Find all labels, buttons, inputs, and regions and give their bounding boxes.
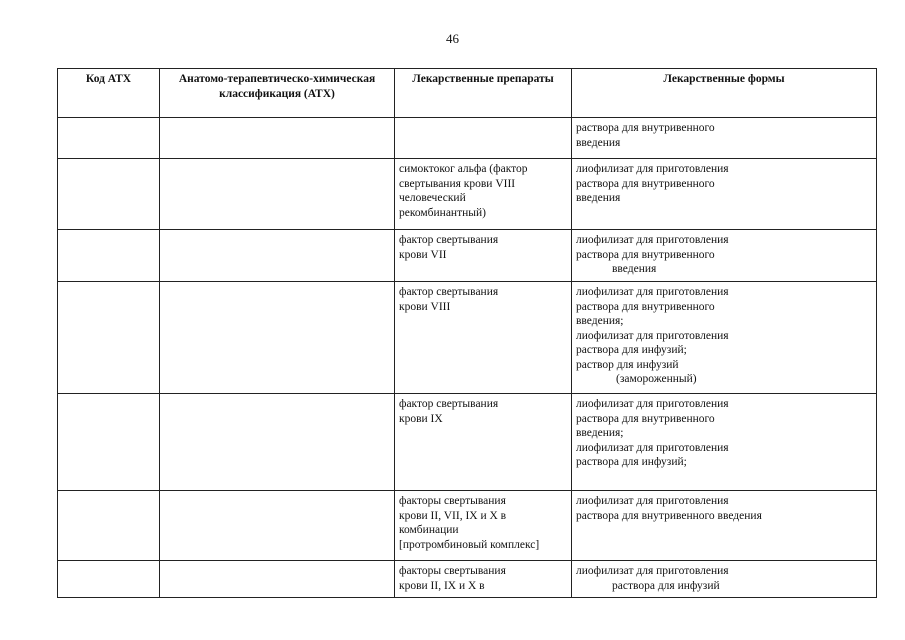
cell-forms — [572, 491, 877, 561]
forms-line: раствора для внутривенного — [576, 300, 715, 313]
cell-drug — [395, 491, 572, 561]
forms-line: лиофилизат для приготовления — [576, 398, 729, 410]
forms-line: раствора для внутривенного — [576, 177, 715, 190]
forms-line: раствора для внутривенного — [576, 412, 715, 425]
forms-line: лиофилизат для приготовления — [576, 163, 729, 175]
cell-classification — [160, 561, 395, 598]
cell-drug — [395, 282, 572, 394]
table-row — [58, 561, 877, 598]
forms-line: раствора для инфузий — [612, 579, 720, 592]
cell-forms — [572, 159, 877, 230]
forms-line: раствора для инфузий; — [576, 456, 687, 468]
drug-line: фактор свертывания — [399, 286, 499, 298]
forms-line: раствора для инфузий; — [576, 344, 687, 356]
forms-line: введения; — [576, 315, 624, 327]
cell-classification — [160, 118, 395, 159]
forms-line: (замороженный) — [616, 373, 697, 385]
table-row — [58, 282, 877, 394]
cell-classification — [160, 159, 395, 230]
drug-line: факторы свертывания — [399, 565, 506, 577]
forms-line: введения — [612, 263, 657, 275]
forms-line: раствора для внутривенного — [576, 122, 715, 134]
cell-drug — [395, 230, 572, 282]
forms-line: введения — [576, 192, 621, 204]
cell-drug — [395, 561, 572, 598]
drug-line: свертывания крови VIII — [399, 177, 516, 190]
cell-drug — [395, 159, 572, 230]
page-number: 46 — [446, 31, 459, 46]
cell-forms — [572, 118, 877, 159]
cell-forms — [572, 561, 877, 598]
forms-line: раствора для внутривенного введения — [576, 509, 762, 522]
header-code: Код АТХ — [58, 69, 160, 118]
atx-table — [57, 68, 877, 598]
drug-line: факторы свертывания — [399, 495, 506, 507]
drug-line: крови VII — [399, 248, 447, 261]
header-forms: Лекарственные формы — [572, 69, 877, 118]
cell-drug — [395, 394, 572, 491]
cell-forms — [572, 230, 877, 282]
forms-line: лиофилизат для приготовления — [576, 234, 729, 246]
drug-line: симоктоког альфа (фактор — [399, 163, 528, 175]
drug-line: крови II, IX и X в — [399, 579, 485, 592]
drug-line: рекомбинантный) — [399, 206, 486, 219]
cell-code — [58, 118, 160, 159]
table-header-row — [58, 69, 877, 118]
cell-classification — [160, 394, 395, 491]
table-row — [58, 118, 877, 159]
forms-line: лиофилизат для приготовления — [576, 495, 729, 507]
cell-code — [58, 561, 160, 598]
drug-line: фактор свертывания — [399, 234, 499, 246]
cell-classification — [160, 282, 395, 394]
table-row — [58, 491, 877, 561]
drug-line: крови VIII — [399, 300, 451, 313]
forms-line: лиофилизат для приготовления — [576, 565, 729, 577]
drug-line: фактор свертывания — [399, 398, 499, 410]
cell-code — [58, 491, 160, 561]
cell-drug — [395, 118, 572, 159]
forms-line: лиофилизат для приготовления — [576, 329, 729, 342]
forms-line: раствора для внутривенного — [576, 248, 715, 261]
forms-line: лиофилизат для приготовления — [576, 286, 729, 298]
forms-line: раствор для инфузий — [576, 358, 679, 371]
cell-code — [58, 282, 160, 394]
cell-code — [58, 230, 160, 282]
drug-line: [протромбиновый комплекс] — [399, 538, 540, 551]
forms-line: введения; — [576, 427, 624, 439]
cell-classification — [160, 491, 395, 561]
drug-line: человеческий — [399, 192, 466, 204]
cell-classification — [160, 230, 395, 282]
table-row — [58, 394, 877, 491]
cell-forms — [572, 282, 877, 394]
forms-line: лиофилизат для приготовления — [576, 441, 729, 454]
drug-line: комбинации — [399, 524, 459, 536]
cell-forms — [572, 394, 877, 491]
cell-code — [58, 159, 160, 230]
header-classification: Анатомо-терапевтическо-химическая классификация (АТХ) — [160, 69, 395, 118]
cell-code — [58, 394, 160, 491]
drug-line: крови II, VII, IX и X в — [399, 509, 507, 522]
drug-line: крови IX — [399, 412, 443, 425]
table-row — [58, 159, 877, 230]
header-drugs: Лекарственные препараты — [395, 69, 572, 118]
forms-line: введения — [576, 136, 621, 149]
table-row — [58, 230, 877, 282]
